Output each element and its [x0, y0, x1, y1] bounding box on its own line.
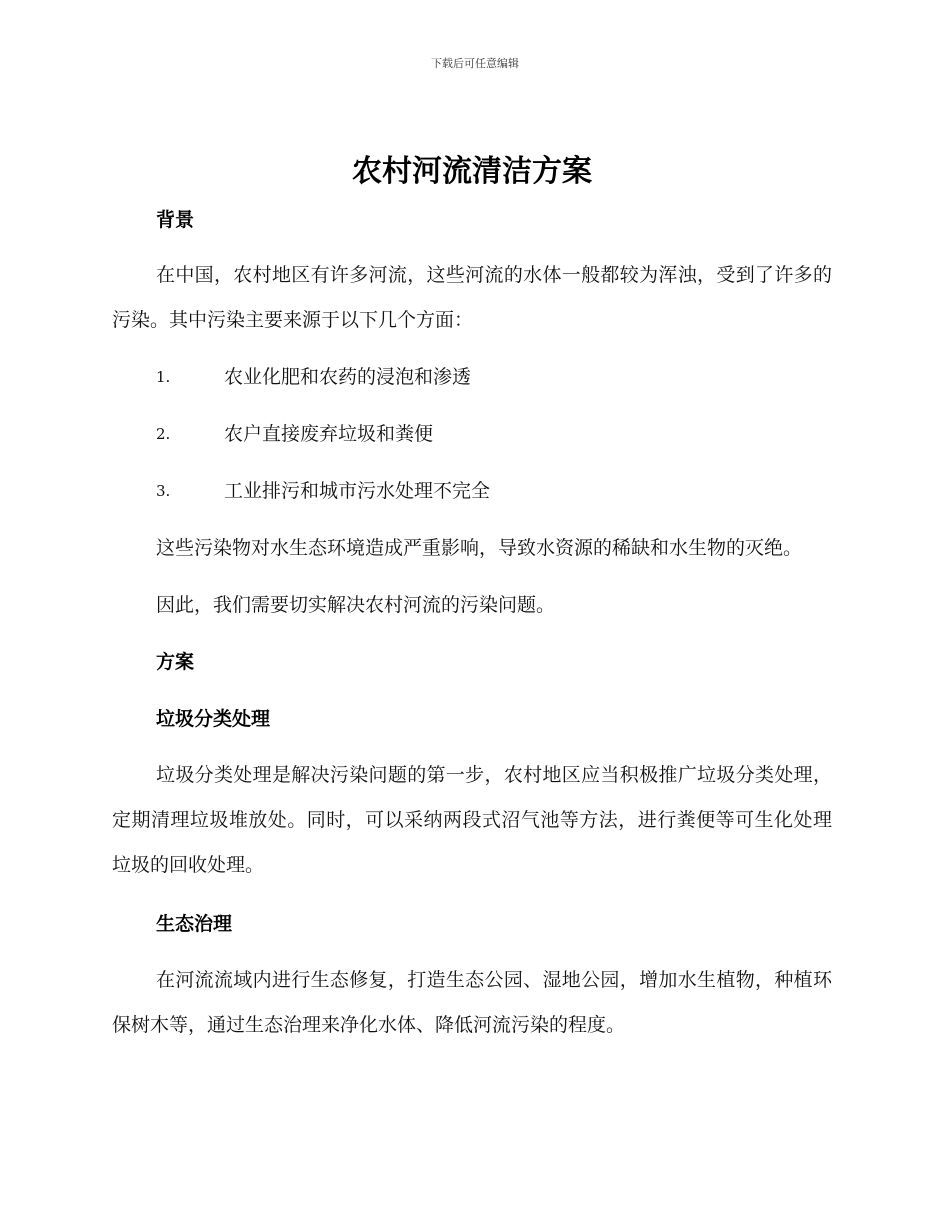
list-number: 2.	[156, 425, 171, 443]
section-heading-background: 背景	[156, 209, 195, 231]
list-text: 工业排污和城市污水处理不完全	[224, 480, 491, 502]
list-text: 农业化肥和农药的浸泡和渗透	[224, 366, 472, 388]
header-note: 下载后可任意编辑	[431, 57, 519, 70]
subheading-ecological-governance: 生态治理	[156, 913, 233, 935]
section-heading-plan: 方案	[156, 651, 195, 673]
subheading-garbage-sorting: 垃圾分类处理	[156, 708, 271, 730]
paragraph-conclusion: 因此，我们需要切实解决农村河流的污染问题。	[156, 594, 556, 616]
paragraph-impact: 这些污染物对水生态环境造成严重影响，导致水资源的稀缺和水生物的灭绝。	[156, 537, 803, 559]
list-text: 农户直接废弃垃圾和粪便	[224, 423, 434, 445]
list-item	[112, 406, 832, 463]
list-item	[112, 349, 832, 406]
paragraph-garbage-sorting: 垃圾分类处理是解决污染问题的第一步，农村地区应当积极推广垃圾分类处理，定期清理垃圾堆放处。同时，可以采纳两段式沼气池等方法，进行粪便等可生化处理垃圾的回收处理。	[112, 764, 832, 876]
document-body	[112, 150, 832, 1048]
document-title: 农村河流清洁方案	[352, 154, 592, 189]
list-number: 3.	[156, 482, 171, 500]
paragraph-ecological-governance: 在河流流域内进行生态修复，打造生态公园、湿地公园，增加水生植物，种植环保树木等，通过生态治理来净化水体、降低河流污染的程度。	[112, 969, 832, 1036]
list-item	[112, 463, 832, 520]
list-number: 1.	[156, 368, 171, 386]
paragraph-intro: 在中国，农村地区有许多河流，这些河流的水体一般都较为浑浊，受到了许多的污染。其中污染主要来源于以下几个方面：	[112, 264, 832, 331]
pollution-source-list	[112, 349, 832, 520]
